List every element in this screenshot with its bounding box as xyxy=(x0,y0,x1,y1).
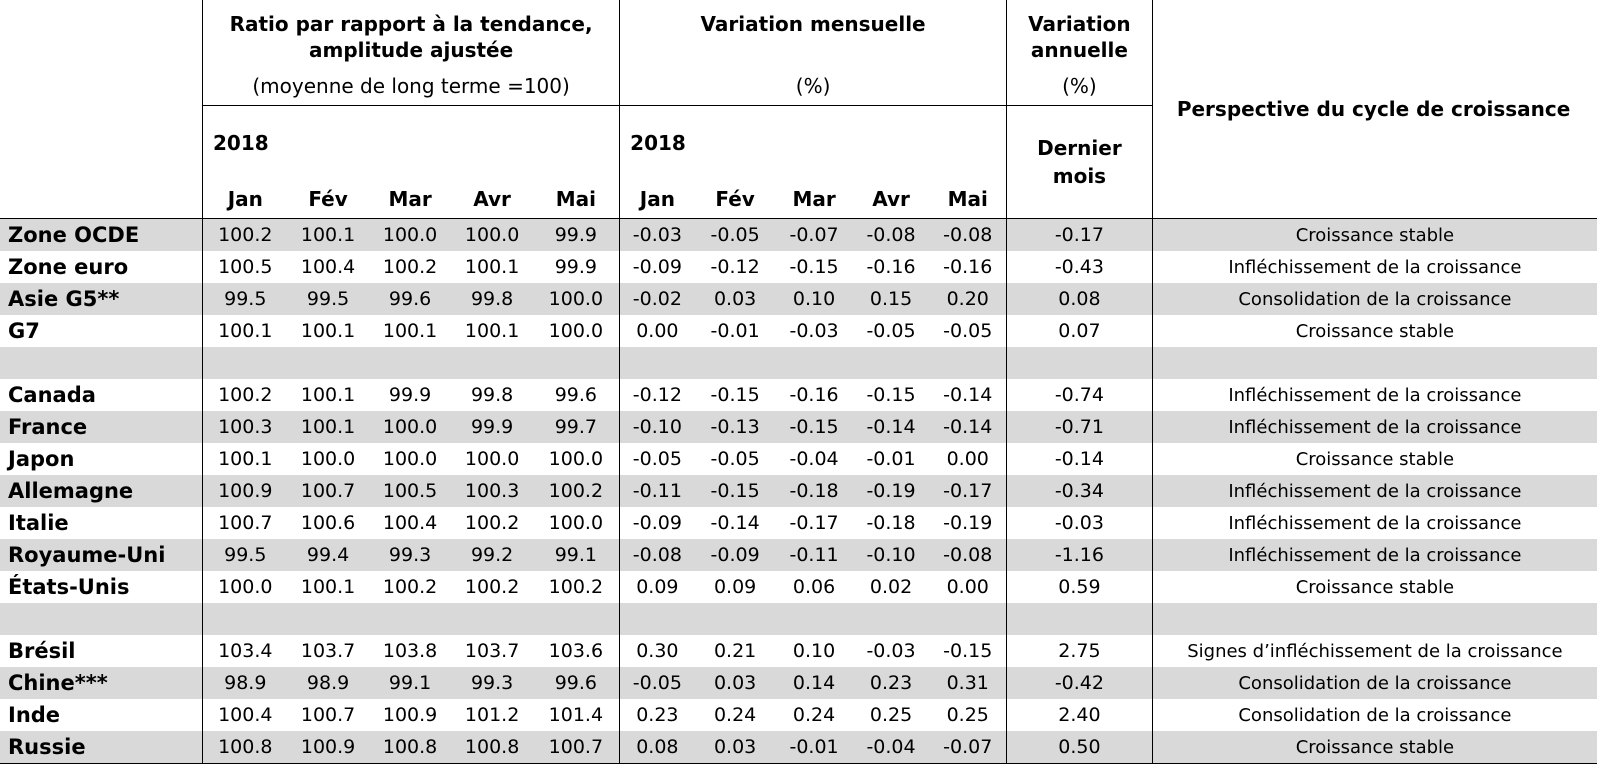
ratio-cell: 100.4 xyxy=(300,256,356,278)
table-row xyxy=(0,443,1597,475)
ratio-cell: 99.8 xyxy=(452,283,533,315)
ratio-cell: 103.8 xyxy=(382,640,438,662)
monthly-cell: 0.24 xyxy=(713,704,757,726)
ratio-title-line2: amplitude ajustée xyxy=(308,38,514,62)
month-header-monthly-apr: Avr xyxy=(872,187,910,211)
annual-cell: 0.07 xyxy=(1007,315,1153,347)
ratio-cell: 101.4 xyxy=(548,704,604,726)
ratio-cell: 99.6 xyxy=(369,283,452,315)
ratio-cell: 99.2 xyxy=(452,539,533,571)
ratio-cell: 99.9 xyxy=(533,219,620,252)
monthly-cell: -0.15 xyxy=(695,475,776,507)
monthly-cell: -0.09 xyxy=(695,539,776,571)
ratio-cell: 100.2 xyxy=(464,512,520,534)
month-header-ratio-may: Mai xyxy=(555,187,597,211)
annual-cell: -0.17 xyxy=(1007,219,1153,252)
outlook-cell: Croissance stable xyxy=(1152,731,1597,764)
annual-cell: -0.42 xyxy=(1007,667,1153,699)
month-header-ratio-jan: Jan xyxy=(203,180,288,218)
country-name: Russie xyxy=(0,731,203,764)
monthly-cell: 0.24 xyxy=(792,704,836,726)
monthly-cell: -0.08 xyxy=(853,219,930,252)
ratio-cell: 100.2 xyxy=(203,219,288,252)
monthly-cell: 0.03 xyxy=(695,731,776,764)
ratio-cell: 100.9 xyxy=(382,704,438,726)
annual-cell: -0.43 xyxy=(1007,251,1153,283)
monthly-cell: 0.03 xyxy=(695,667,776,699)
annual-cell: 0.08 xyxy=(1007,283,1153,315)
monthly-cell: -0.10 xyxy=(620,411,695,443)
monthly-cell: -0.12 xyxy=(620,379,695,411)
ratio-cell xyxy=(288,347,369,379)
ratio-cell: 100.0 xyxy=(548,448,604,470)
ratio-subtitle: (moyenne de long terme =100) xyxy=(252,74,570,98)
ratio-cell: 99.5 xyxy=(288,283,369,315)
country-name: Asie G5** xyxy=(0,283,203,315)
ratio-cell: 99.6 xyxy=(533,667,620,699)
ratio-cell: 100.0 xyxy=(533,283,620,315)
monthly-cell: 0.10 xyxy=(776,283,853,315)
ratio-cell: 100.1 xyxy=(464,256,520,278)
monthly-cell: -0.14 xyxy=(853,411,930,443)
ratio-cell: 100.1 xyxy=(203,315,288,347)
outlook-cell: Infléchissement de la croissance xyxy=(1152,539,1597,571)
table-row xyxy=(0,475,1597,507)
country-name: États-Unis xyxy=(8,575,130,599)
monthly-cell: -0.16 xyxy=(866,256,916,278)
monthly-cell: -0.05 xyxy=(695,219,776,252)
monthly-cell xyxy=(853,603,930,635)
monthly-cell: -0.11 xyxy=(776,539,853,571)
annual-title-line2: annuelle xyxy=(1030,38,1128,62)
country-name: Zone OCDE xyxy=(0,219,203,252)
year-monthly: 2018 xyxy=(620,106,1007,181)
ratio-cell: 100.2 xyxy=(203,379,288,411)
ratio-cell: 103.7 xyxy=(464,640,520,662)
monthly-cell: -0.05 xyxy=(620,443,695,475)
ratio-cell: 99.9 xyxy=(452,411,533,443)
monthly-group-header xyxy=(620,0,1007,106)
ratio-cell: 100.2 xyxy=(382,256,438,278)
monthly-cell: -0.15 xyxy=(710,384,760,406)
annual-cell xyxy=(1007,603,1153,635)
last-month-line2: mois xyxy=(1052,164,1107,188)
ratio-cell: 100.0 xyxy=(548,512,604,534)
ratio-cell: 100.0 xyxy=(369,411,452,443)
ratio-cell xyxy=(452,347,533,379)
ratio-cell: 100.2 xyxy=(382,576,438,598)
monthly-cell xyxy=(776,603,853,635)
monthly-cell xyxy=(620,347,695,379)
ratio-cell xyxy=(288,603,369,635)
table-row xyxy=(0,219,1597,252)
outlook-cell: Infléchissement de la croissance xyxy=(1152,411,1597,443)
outlook-cell: Consolidation de la croissance xyxy=(1152,667,1597,699)
table-row xyxy=(0,251,1597,283)
monthly-cell: 0.09 xyxy=(713,576,757,598)
ratio-cell xyxy=(533,347,620,379)
monthly-cell: 0.25 xyxy=(869,704,913,726)
table-header xyxy=(0,0,1597,219)
ratio-cell: 100.2 xyxy=(464,576,520,598)
ratio-cell: 100.1 xyxy=(300,384,356,406)
monthly-cell: -0.03 xyxy=(620,219,695,252)
monthly-cell: -0.11 xyxy=(620,475,695,507)
ratio-cell: 103.4 xyxy=(203,635,288,667)
last-month-line1: Dernier xyxy=(1037,136,1122,160)
monthly-cell: -0.15 xyxy=(943,640,993,662)
outlook-cell: Croissance stable xyxy=(1152,315,1597,347)
monthly-cell xyxy=(930,347,1007,379)
ratio-cell: 100.1 xyxy=(464,320,520,342)
ratio-cell: 100.8 xyxy=(452,731,533,764)
monthly-title: Variation mensuelle xyxy=(700,12,926,36)
ratio-cell: 100.4 xyxy=(382,512,438,534)
country-name: Japon xyxy=(8,447,75,471)
ratio-cell xyxy=(203,347,288,379)
annual-cell: -0.71 xyxy=(1007,411,1153,443)
country-name: France xyxy=(0,411,203,443)
table-row xyxy=(0,539,1597,571)
monthly-cell: -0.18 xyxy=(866,512,916,534)
ratio-cell: 99.3 xyxy=(452,667,533,699)
monthly-cell: -0.18 xyxy=(776,475,853,507)
year-ratio: 2018 xyxy=(203,106,620,181)
ratio-cell: 100.0 xyxy=(464,448,520,470)
monthly-cell: -0.07 xyxy=(776,219,853,252)
ratio-cell xyxy=(452,603,533,635)
ratio-cell: 100.4 xyxy=(203,699,288,731)
monthly-cell: -0.05 xyxy=(866,320,916,342)
table-row xyxy=(0,571,1597,603)
monthly-cell: -0.07 xyxy=(930,731,1007,764)
monthly-cell: 0.03 xyxy=(695,283,776,315)
spacer-row xyxy=(0,603,1597,635)
country-name: Italie xyxy=(8,511,69,535)
ratio-cell: 100.1 xyxy=(300,320,356,342)
outlook-cell xyxy=(1152,603,1597,635)
month-header-monthly-may: Mai xyxy=(947,187,988,211)
monthly-cell: -0.17 xyxy=(789,512,839,534)
table-row xyxy=(0,283,1597,315)
monthly-cell: -0.19 xyxy=(853,475,930,507)
monthly-cell: -0.16 xyxy=(943,256,993,278)
monthly-cell xyxy=(930,603,1007,635)
country-name xyxy=(0,603,203,635)
table-row xyxy=(0,507,1597,539)
monthly-cell xyxy=(695,603,776,635)
annual-subtitle: (%) xyxy=(1062,74,1097,98)
outlook-cell: Infléchissement de la croissance xyxy=(1152,251,1597,283)
monthly-subtitle: (%) xyxy=(795,74,831,98)
monthly-cell xyxy=(776,347,853,379)
ratio-cell xyxy=(369,603,452,635)
outlook-cell: Infléchissement de la croissance xyxy=(1152,507,1597,539)
ratio-cell: 100.1 xyxy=(300,576,356,598)
monthly-cell: 0.23 xyxy=(620,699,695,731)
ratio-cell: 99.1 xyxy=(369,667,452,699)
monthly-cell: -0.15 xyxy=(789,256,839,278)
ratio-cell: 100.0 xyxy=(452,219,533,252)
monthly-cell: -0.04 xyxy=(853,731,930,764)
table-body xyxy=(0,219,1597,764)
ratio-cell: 99.8 xyxy=(470,384,514,406)
table-row xyxy=(0,635,1597,667)
monthly-cell: 0.08 xyxy=(620,731,695,764)
annual-title-line1: Variation xyxy=(1028,12,1131,36)
ratio-cell xyxy=(369,347,452,379)
corner-cell xyxy=(0,0,203,219)
monthly-cell: 0.23 xyxy=(853,667,930,699)
annual-cell: 2.40 xyxy=(1007,699,1153,731)
monthly-cell: -0.12 xyxy=(710,256,760,278)
annual-cell: 2.75 xyxy=(1007,635,1153,667)
outlook-header: Perspective du cycle de croissance xyxy=(1152,0,1597,219)
ratio-cell: 100.2 xyxy=(548,576,604,598)
outlook-cell: Croissance stable xyxy=(1152,219,1597,252)
ratio-cell: 98.9 xyxy=(288,667,369,699)
annual-cell: -0.03 xyxy=(1007,507,1153,539)
monthly-cell: 0.25 xyxy=(946,704,989,726)
table-row xyxy=(0,731,1597,764)
monthly-cell: -0.10 xyxy=(853,539,930,571)
ratio-cell: 100.7 xyxy=(288,475,369,507)
last-month-header xyxy=(1007,106,1153,219)
country-name: G7 xyxy=(8,319,40,343)
ratio-cell: 99.3 xyxy=(369,539,452,571)
ratio-cell: 100.9 xyxy=(288,731,369,764)
ratio-cell: 99.6 xyxy=(554,384,598,406)
annual-cell: -1.16 xyxy=(1007,539,1153,571)
monthly-cell: -0.05 xyxy=(620,667,695,699)
monthly-cell: -0.04 xyxy=(789,448,839,470)
annual-group-header xyxy=(1007,0,1153,106)
month-header-monthly-mar: Mar xyxy=(792,187,836,211)
ratio-cell: 100.9 xyxy=(203,475,288,507)
month-header-monthly-feb: Fév xyxy=(715,187,755,211)
ratio-cell: 101.2 xyxy=(464,704,520,726)
ratio-cell: 100.1 xyxy=(382,320,438,342)
ratio-cell: 100.5 xyxy=(369,475,452,507)
monthly-cell: -0.09 xyxy=(620,507,695,539)
monthly-cell: -0.15 xyxy=(866,384,916,406)
annual-cell: 0.59 xyxy=(1007,571,1153,603)
outlook-cell xyxy=(1152,347,1597,379)
outlook-cell: Infléchissement de la croissance xyxy=(1152,475,1597,507)
country-name: Canada xyxy=(8,383,96,407)
monthly-cell: -0.09 xyxy=(620,251,695,283)
ratio-cell xyxy=(203,603,288,635)
monthly-cell: 0.06 xyxy=(792,576,836,598)
monthly-cell: -0.14 xyxy=(710,512,760,534)
country-name: Brésil xyxy=(8,639,76,663)
monthly-cell: 0.20 xyxy=(930,283,1007,315)
monthly-cell: -0.13 xyxy=(695,411,776,443)
outlook-cell: Croissance stable xyxy=(1152,571,1597,603)
outlook-cell: Signes d’infléchissement de la croissance xyxy=(1152,635,1597,667)
monthly-cell: -0.16 xyxy=(789,384,839,406)
monthly-cell: 0.09 xyxy=(620,571,695,603)
monthly-cell: -0.08 xyxy=(930,539,1007,571)
country-name: Zone euro xyxy=(8,255,129,279)
monthly-cell: -0.02 xyxy=(620,283,695,315)
country-name xyxy=(0,347,203,379)
monthly-cell xyxy=(853,347,930,379)
ratio-group-header xyxy=(203,0,620,106)
ratio-cell: 100.7 xyxy=(300,704,356,726)
monthly-cell: -0.08 xyxy=(620,539,695,571)
monthly-cell: -0.19 xyxy=(943,512,993,534)
table-row xyxy=(0,411,1597,443)
ratio-cell: 100.0 xyxy=(548,320,604,342)
annual-cell: -0.74 xyxy=(1007,379,1153,411)
outlook-cell: Consolidation de la croissance xyxy=(1152,283,1597,315)
monthly-cell: 0.10 xyxy=(792,640,836,662)
ratio-cell: 99.5 xyxy=(203,539,288,571)
ratio-cell: 100.6 xyxy=(300,512,356,534)
spacer-row xyxy=(0,347,1597,379)
ratio-cell: 100.7 xyxy=(203,507,288,539)
table-row xyxy=(0,699,1597,731)
table-row xyxy=(0,379,1597,411)
monthly-cell: -0.01 xyxy=(710,320,760,342)
ratio-cell: 99.7 xyxy=(533,411,620,443)
monthly-cell: -0.14 xyxy=(943,384,993,406)
ratio-cell: 100.1 xyxy=(288,411,369,443)
ratio-cell: 100.0 xyxy=(300,448,356,470)
table-row xyxy=(0,667,1597,699)
ratio-cell: 100.2 xyxy=(533,475,620,507)
monthly-cell: 0.00 xyxy=(620,315,695,347)
monthly-cell: -0.05 xyxy=(710,448,760,470)
ratio-cell: 99.5 xyxy=(203,283,288,315)
month-header-ratio-apr: Avr xyxy=(473,187,511,211)
month-header-monthly-jan: Jan xyxy=(620,180,695,218)
monthly-cell: 0.00 xyxy=(946,576,989,598)
ratio-cell: 100.3 xyxy=(203,411,288,443)
ratio-cell: 100.0 xyxy=(369,219,452,252)
monthly-cell: -0.15 xyxy=(776,411,853,443)
monthly-cell: 0.00 xyxy=(946,448,989,470)
annual-cell: -0.14 xyxy=(1007,443,1153,475)
annual-cell: -0.34 xyxy=(1007,475,1153,507)
annual-cell: 0.50 xyxy=(1007,731,1153,764)
ratio-cell xyxy=(533,603,620,635)
monthly-cell: 0.14 xyxy=(776,667,853,699)
ratio-cell: 98.9 xyxy=(203,667,288,699)
monthly-cell: -0.05 xyxy=(943,320,993,342)
monthly-cell: 0.02 xyxy=(869,576,913,598)
outlook-cell: Croissance stable xyxy=(1152,443,1597,475)
ratio-cell: 100.5 xyxy=(203,251,288,283)
monthly-cell: 0.30 xyxy=(620,635,695,667)
annual-cell xyxy=(1007,347,1153,379)
ratio-cell: 100.1 xyxy=(288,219,369,252)
country-name: Royaume-Uni xyxy=(0,539,203,571)
table-row xyxy=(0,315,1597,347)
country-name: Allemagne xyxy=(0,475,203,507)
outlook-cell: Consolidation de la croissance xyxy=(1152,699,1597,731)
monthly-cell: -0.01 xyxy=(866,448,916,470)
monthly-cell: 0.31 xyxy=(930,667,1007,699)
ratio-cell: 100.7 xyxy=(533,731,620,764)
monthly-cell: 0.21 xyxy=(713,640,757,662)
monthly-cell: -0.17 xyxy=(930,475,1007,507)
ratio-cell: 100.8 xyxy=(369,731,452,764)
ratio-cell: 100.1 xyxy=(203,443,288,475)
monthly-cell: -0.14 xyxy=(930,411,1007,443)
ratio-cell: 99.4 xyxy=(288,539,369,571)
ratio-cell: 100.0 xyxy=(382,448,438,470)
month-header-ratio-feb: Fév xyxy=(308,187,348,211)
monthly-cell: -0.03 xyxy=(789,320,839,342)
monthly-cell xyxy=(695,347,776,379)
ratio-cell: 100.3 xyxy=(452,475,533,507)
monthly-cell: 0.15 xyxy=(853,283,930,315)
ratio-cell: 103.6 xyxy=(548,640,604,662)
ratio-title-line1: Ratio par rapport à la tendance, xyxy=(229,12,593,36)
country-name: Chine*** xyxy=(0,667,203,699)
monthly-cell: -0.03 xyxy=(866,640,916,662)
monthly-cell xyxy=(620,603,695,635)
monthly-cell: -0.01 xyxy=(776,731,853,764)
ratio-cell: 99.9 xyxy=(388,384,432,406)
country-name: Inde xyxy=(8,703,61,727)
ratio-cell: 99.1 xyxy=(533,539,620,571)
ratio-cell: 99.9 xyxy=(554,256,598,278)
monthly-cell: -0.08 xyxy=(930,219,1007,252)
ratio-cell: 100.8 xyxy=(203,731,288,764)
ratio-cell: 100.0 xyxy=(203,571,288,603)
outlook-cell: Infléchissement de la croissance xyxy=(1152,379,1597,411)
ratio-cell: 103.7 xyxy=(300,640,356,662)
month-header-ratio-mar: Mar xyxy=(388,187,432,211)
